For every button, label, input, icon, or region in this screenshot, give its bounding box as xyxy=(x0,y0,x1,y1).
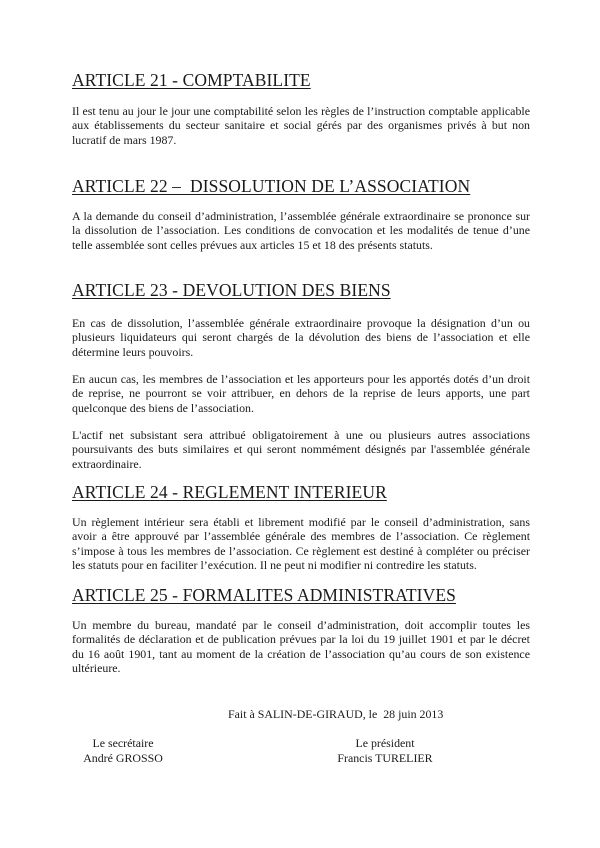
signatory-name: Francis TURELIER xyxy=(337,750,433,765)
article-23-paragraph-1: En cas de dissolution, l’assemblée générale extraordinaire provoque la désignation d’un ou plusieurs liquidateurs qui seront chargés de la dévolution des biens de l’association et elle détermine leurs pouvoirs. xyxy=(72,316,530,359)
signatory-role: Le président xyxy=(355,736,415,750)
article-22-heading: ARTICLE 22 – DISSOLUTION DE L’ASSOCIATION xyxy=(72,176,471,196)
article-25-paragraph-1: Un membre du bureau, mandaté par le conseil d’administration, doit accomplir toutes les formalités de déclaration et de publication prévues par la loi du 19 juillet 1901 et par le décret du 16 août 1901, tant au moment de la création de l’association qu’au cours de son existence ultérieure. xyxy=(72,618,530,676)
article-21-paragraph-1: Il est tenu au jour le jour une comptabilité selon les règles de l’instruction comptable applicable aux établissements du secteur sanitaire et social gérés par des organismes privés à but non lucratif de mars 1987. xyxy=(72,104,530,147)
article-23-paragraph-2: En aucun cas, les membres de l’association et les apporteurs pour les apportés dotés d’un droit de reprise, ne pourront se voir attribuer, en dehors de la reprise de leurs apports, une part quelconque des biens de l’association. xyxy=(72,372,530,415)
place-and-date: Fait à SALIN-DE-GIRAUD, le 28 juin 2013 xyxy=(228,707,444,721)
signature-president xyxy=(325,736,445,765)
article-21-heading: ARTICLE 21 - COMPTABILITE xyxy=(72,70,311,90)
article-22-paragraph-1: A la demande du conseil d’administration, l’assemblée générale extraordinaire se prononce sur la dissolution de l’association. Les conditions de convocation et les modalités de tenue d’une telle assemblée sont celles prévues aux articles 15 et 18 des présents statuts. xyxy=(72,209,530,252)
signature-secretary xyxy=(68,736,178,765)
signatory-name: André GROSSO xyxy=(83,750,163,765)
article-24-heading: ARTICLE 24 - REGLEMENT INTERIEUR xyxy=(72,482,387,502)
article-23-paragraph-3: L'actif net subsistant sera attribué obligatoirement à une ou plusieurs autres associations poursuivants des buts similaires et qui seront nommément désignés par l'assemblée générale extraordinaire. xyxy=(72,428,530,471)
article-25-heading: ARTICLE 25 - FORMALITES ADMINISTRATIVES xyxy=(72,585,456,605)
signatory-role: Le secrétaire xyxy=(92,736,154,750)
article-24-paragraph-1: Un règlement intérieur sera établi et librement modifié par le conseil d’administration, sans avoir a être approuvé par l’assemblée générale des membres de l’association. Ce règlement s’impose à tous les membres de l’association. Ce règlement est destiné à compléter ou préciser les statuts pour en faciliter l’exécution. Il ne peut ni modifier ni contredire les statuts. xyxy=(72,515,530,573)
article-23-heading: ARTICLE 23 - DEVOLUTION DES BIENS xyxy=(72,280,391,300)
